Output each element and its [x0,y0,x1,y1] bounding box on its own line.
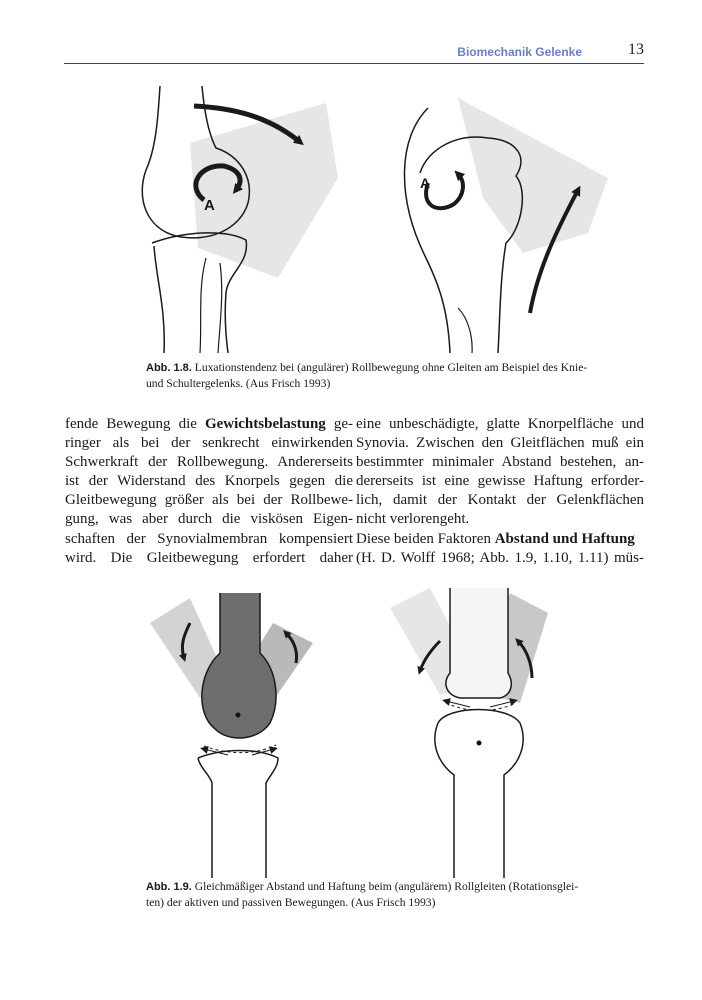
body-line: ringer als bei der senkrecht einwirkenden [65,435,353,452]
passive-contact-arrow-right [490,701,514,707]
body-line: fende Bewegung die Gewichtsbelastung ge- [65,416,354,432]
header-rule [64,63,644,64]
body-line: Gleitbewegung größer als bei der Rollbewe- [65,492,353,509]
figure-1-8-illustration [128,78,648,353]
running-title: Biomechanik Gelenke [457,45,582,59]
page-header [64,40,644,64]
figure-1-9-illustration [128,583,648,878]
knee-label-a: A [204,197,215,214]
body-line: Synovia. Zwischen den Gleitflächen muß ein [356,435,644,452]
shoulder-movement-shadow [458,98,608,253]
figure-1-9-caption-label: Abb. 1.9. [146,881,192,893]
figure-1-9-caption [146,879,643,910]
body-line: bestimmter minimaler Abstand bestehen, an- [356,454,644,471]
body-line: dererseits ist eine gewisse Haftung erforder- [356,473,644,490]
figure-1-9-caption-line-2: ten) der aktiven und passiven Bewegungen. (Aus Frisch 1993) [146,896,436,909]
passive-contact-arrow-left [446,701,470,707]
body-line: ist der Widerstand des Knorpels gegen die [65,473,353,490]
active-rotation-center [236,713,241,718]
body-line: Diese beiden Faktoren Abstand und Haftung [356,530,635,547]
emphasis-gewichtsbelastung: Gewichtsbelastung [204,416,326,432]
shoulder-rotation-arrow [426,174,463,208]
body-line: wird. Die Gleitbewegung erfordert daher [65,549,353,566]
body-column-right [356,415,644,568]
body-line: schaften der Synovialmembran kompensiert [65,530,353,547]
active-movement-drawing [150,593,313,878]
body-line: nicht verlorengeht. [356,511,470,528]
shoulder-joint-drawing [404,98,608,353]
passive-lower-bone [435,710,523,879]
body-line: Schwerkraft der Rollbewegung. Andererseits [65,454,353,471]
figure-1-9-caption-line-1: Gleichmäßiger Abstand und Haftung beim (angulärem) Rollgleiten (Rotationsglei- [194,880,579,893]
emphasis-abstand-und-haftung: Abstand und Haftung [494,530,635,547]
figure-1-8-caption [146,360,643,391]
knee-joint-drawing [142,86,338,353]
figure-1-8-caption-line-1: Luxationstendenz bei (angulärer) Rollbewegung ohne Gleiten am Beispiel des Knie- [194,361,588,374]
active-lower-bone [198,751,278,879]
figure-1-8-caption-label: Abb. 1.8. [146,362,192,374]
page-number: 13 [628,41,644,58]
body-line: gung, was aber durch die viskösen Eigen- [65,511,353,528]
passive-movement-drawing [390,588,548,878]
body-line: eine unbeschädigte, glatte Knorpelfläche und [356,416,644,432]
body-line: (H. D. Wolff 1968; Abb. 1.9, 1.10, 1.11) müs- [356,549,644,566]
figure-1-8-caption-line-2: und Schultergelenks. (Aus Frisch 1993) [146,377,331,390]
passive-upper-bone [446,588,511,698]
knee-movement-shadow [190,103,338,278]
humerus-shaft-outline [458,308,472,353]
passive-rotation-center [477,741,482,746]
body-column-left [65,415,353,568]
shoulder-label-a: A [420,175,431,191]
glenoid-outline [404,108,450,353]
fibula-outline [200,258,222,353]
figure-1-8 [128,78,648,353]
body-line: lich, damit der Kontakt der Gelenkflächen [356,492,644,509]
figure-1-9 [128,583,648,878]
